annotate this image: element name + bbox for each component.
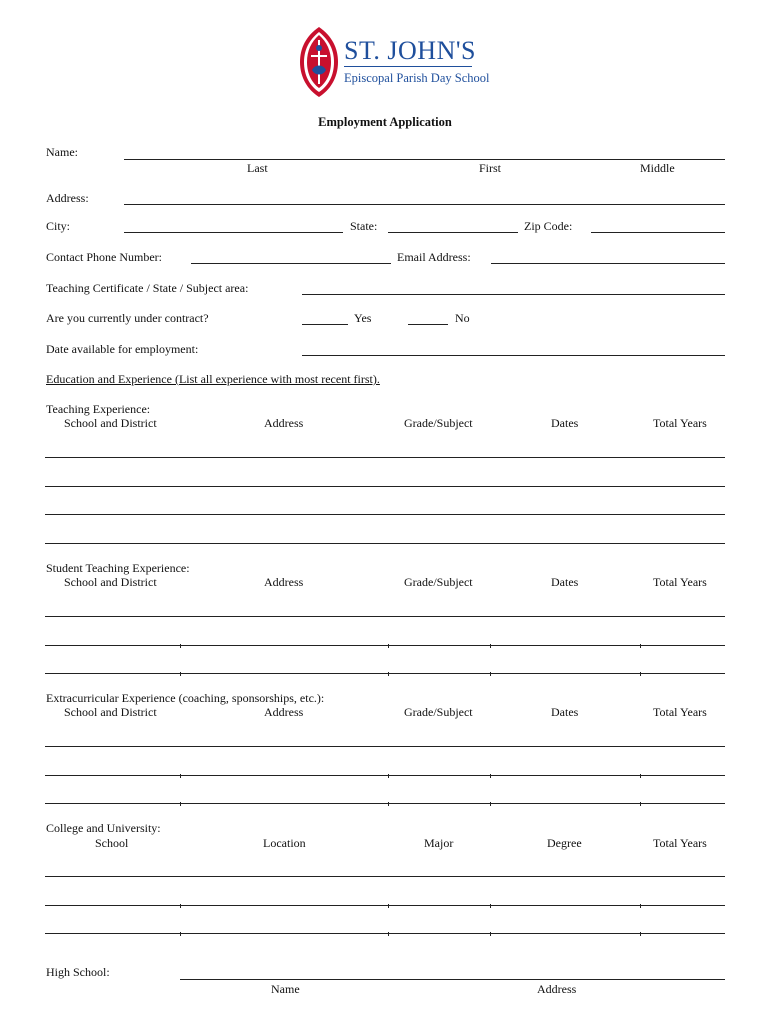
- name-label: Name:: [46, 145, 78, 159]
- column-divider-tick: [180, 774, 181, 778]
- college-row-2[interactable]: [45, 905, 725, 906]
- column-divider-tick: [640, 672, 641, 676]
- column-divider-tick: [490, 644, 491, 648]
- extracurricular-section-title: Extracurricular Experience (coaching, sponsorships, etc.):: [46, 691, 325, 705]
- column-divider-tick: [640, 644, 641, 648]
- column-header-degree: Degree: [547, 836, 582, 850]
- school-subtitle: Episcopal Parish Day School: [344, 71, 490, 85]
- school-name: ST. JOHN'S: [344, 36, 477, 65]
- contract-yes-label: Yes: [354, 311, 372, 325]
- city-field[interactable]: [124, 232, 343, 233]
- column-header-total-years: Total Years: [653, 836, 707, 850]
- last-name-caption: Last: [247, 161, 268, 175]
- phone-label: Contact Phone Number:: [46, 250, 162, 264]
- column-header-grade-subject: Grade/Subject: [404, 705, 473, 719]
- column-header-dates: Dates: [551, 705, 579, 719]
- contract-no-label: No: [455, 311, 470, 325]
- column-header-major: Major: [424, 836, 454, 850]
- column-divider-tick: [388, 904, 389, 908]
- high-school-label: High School:: [46, 965, 110, 979]
- column-header-school: School: [95, 836, 129, 850]
- column-divider-tick: [490, 932, 491, 936]
- high-school-name-caption: Name: [271, 982, 300, 996]
- contract-no-field[interactable]: [408, 324, 448, 325]
- column-divider-tick: [180, 672, 181, 676]
- column-header-school-district: School and District: [64, 705, 157, 719]
- state-field[interactable]: [388, 232, 518, 233]
- student-teaching-row-2[interactable]: [45, 645, 725, 646]
- column-divider-tick: [388, 932, 389, 936]
- extracurricular-row-1[interactable]: [45, 746, 725, 747]
- column-divider-tick: [640, 802, 641, 806]
- teaching-row-1[interactable]: [45, 457, 725, 458]
- column-divider-tick: [490, 904, 491, 908]
- school-logo: [298, 26, 490, 100]
- column-divider-tick: [180, 932, 181, 936]
- teaching-section-title: Teaching Experience:: [46, 402, 151, 416]
- address-label: Address:: [46, 191, 89, 205]
- column-header-address: Address: [264, 705, 304, 719]
- email-label: Email Address:: [397, 250, 471, 264]
- column-divider-tick: [388, 802, 389, 806]
- column-header-total-years: Total Years: [653, 416, 707, 430]
- date-available-label: Date available for employment:: [46, 342, 199, 356]
- column-header-dates: Dates: [551, 575, 579, 589]
- shield-crest-icon: [298, 26, 340, 98]
- zip-code-field[interactable]: [591, 232, 725, 233]
- address-field[interactable]: [124, 204, 725, 205]
- column-header-address: Address: [264, 575, 304, 589]
- column-header-location: Location: [263, 836, 306, 850]
- logo-divider: [344, 66, 472, 67]
- column-header-school-district: School and District: [64, 416, 157, 430]
- city-label: City:: [46, 219, 71, 233]
- teaching-row-3[interactable]: [45, 514, 725, 515]
- column-divider-tick: [640, 904, 641, 908]
- column-divider-tick: [388, 644, 389, 648]
- column-header-total-years: Total Years: [653, 705, 707, 719]
- column-header-grade-subject: Grade/Subject: [404, 416, 473, 430]
- high-school-field[interactable]: [180, 979, 725, 980]
- college-row-1[interactable]: [45, 876, 725, 877]
- column-divider-tick: [490, 774, 491, 778]
- column-header-total-years: Total Years: [653, 575, 707, 589]
- high-school-address-caption: Address: [537, 982, 577, 996]
- teaching-row-4[interactable]: [45, 543, 725, 544]
- certificate-label: Teaching Certificate / State / Subject area:: [46, 281, 249, 295]
- column-header-grade-subject: Grade/Subject: [404, 575, 473, 589]
- middle-name-caption: Middle: [640, 161, 675, 175]
- college-section-title: College and University:: [46, 821, 161, 835]
- extracurricular-row-3[interactable]: [45, 803, 725, 804]
- column-header-school-district: School and District: [64, 575, 157, 589]
- date-available-field[interactable]: [302, 355, 725, 356]
- column-header-dates: Dates: [551, 416, 579, 430]
- column-divider-tick: [180, 644, 181, 648]
- column-divider-tick: [490, 802, 491, 806]
- contract-yes-field[interactable]: [302, 324, 348, 325]
- state-label: State:: [350, 219, 378, 233]
- student-teaching-row-3[interactable]: [45, 673, 725, 674]
- email-field[interactable]: [491, 263, 725, 264]
- column-divider-tick: [388, 774, 389, 778]
- extracurricular-row-2[interactable]: [45, 775, 725, 776]
- student-teaching-section-title: Student Teaching Experience:: [46, 561, 190, 575]
- form-title: Employment Application: [318, 115, 452, 129]
- contract-question-label: Are you currently under contract?: [46, 311, 209, 325]
- zip-code-label: Zip Code:: [524, 219, 573, 233]
- college-row-3[interactable]: [45, 933, 725, 934]
- column-divider-tick: [490, 672, 491, 676]
- name-field[interactable]: [124, 159, 725, 160]
- student-teaching-row-1[interactable]: [45, 616, 725, 617]
- column-divider-tick: [640, 774, 641, 778]
- education-heading: Education and Experience (List all experience with most recent first).: [46, 372, 380, 386]
- column-header-address: Address: [264, 416, 304, 430]
- teaching-row-2[interactable]: [45, 486, 725, 487]
- phone-field[interactable]: [191, 263, 391, 264]
- column-divider-tick: [388, 672, 389, 676]
- column-divider-tick: [640, 932, 641, 936]
- column-divider-tick: [180, 802, 181, 806]
- first-name-caption: First: [479, 161, 502, 175]
- column-divider-tick: [180, 904, 181, 908]
- certificate-field[interactable]: [302, 294, 725, 295]
